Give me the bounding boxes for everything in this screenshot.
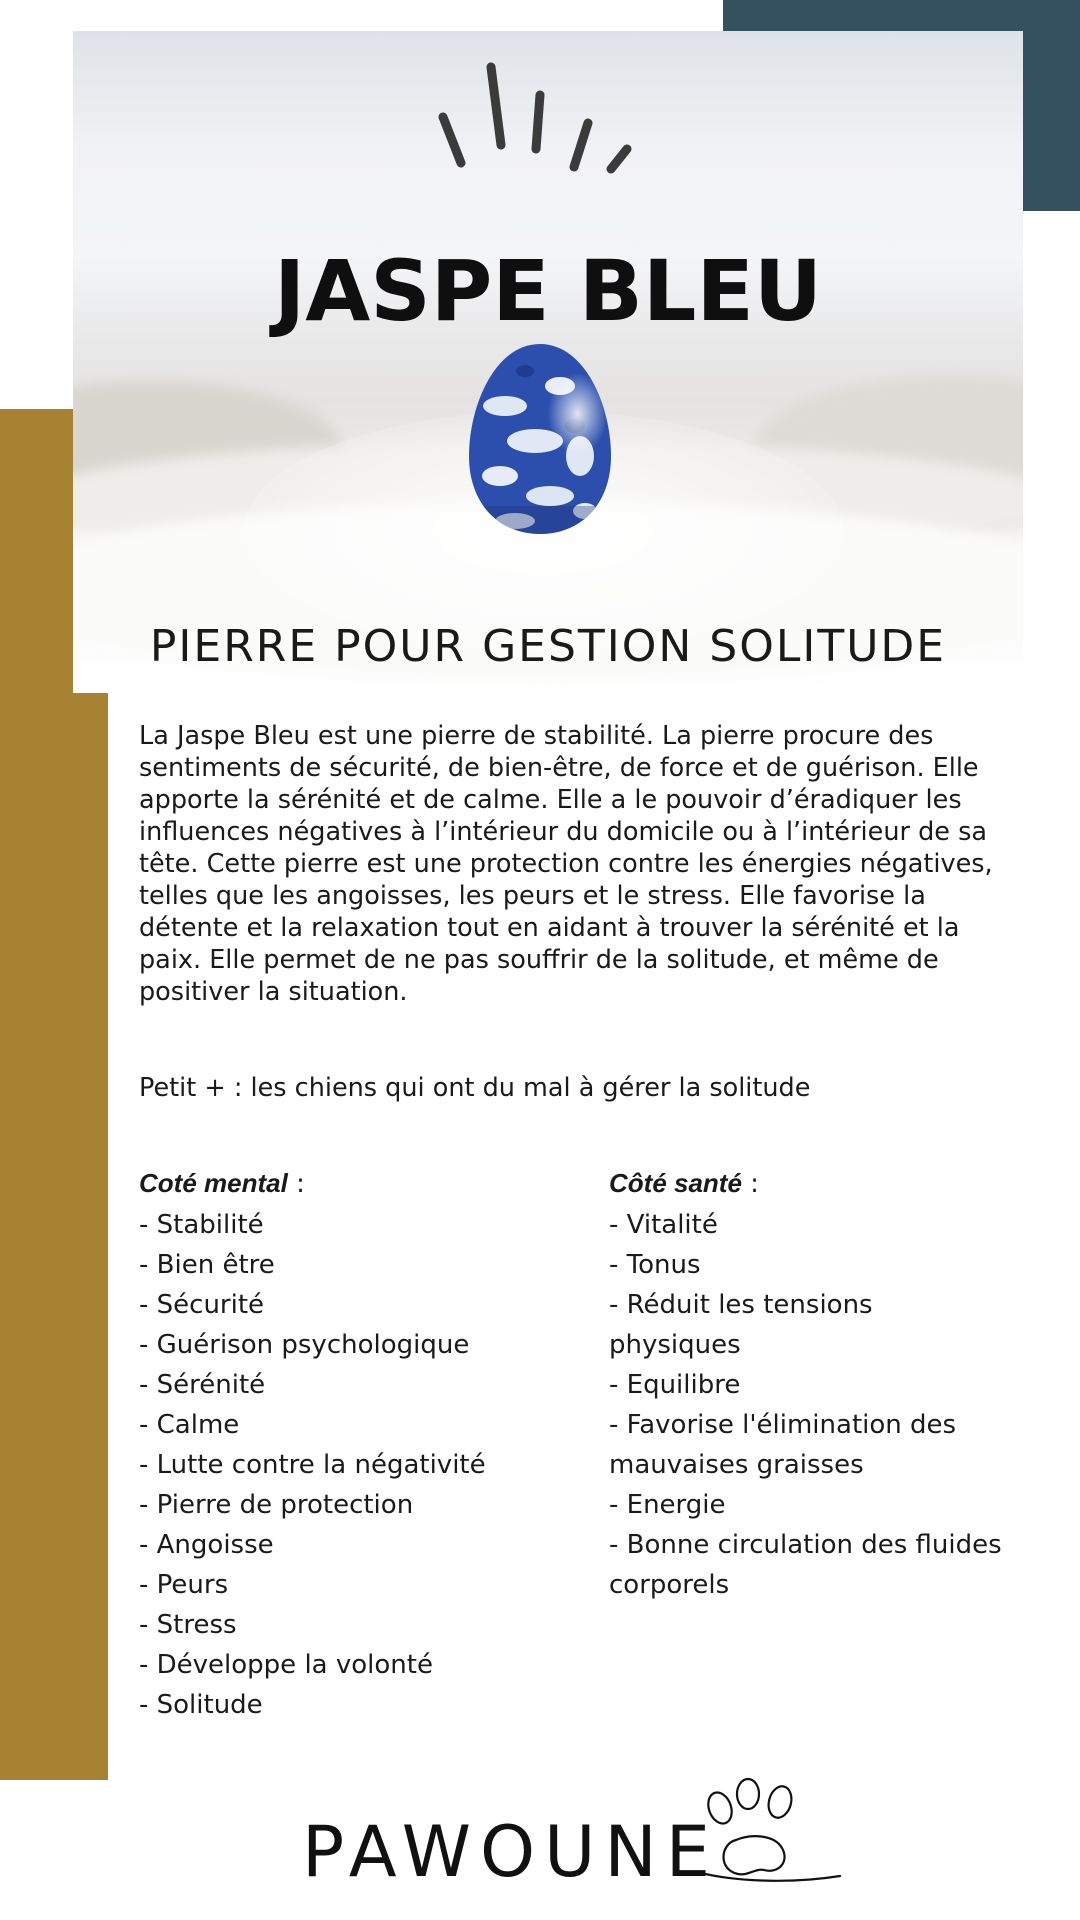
list-item: - Stabilité — [139, 1210, 264, 1240]
page-title: JASPE BLEU — [273, 242, 823, 340]
health-heading-suffix: : — [741, 1169, 759, 1199]
tip-paragraph: Petit + : les chiens qui ont du mal à gérer la solitude — [139, 1073, 811, 1103]
mental-heading — [139, 1163, 559, 1204]
footer — [0, 1778, 1080, 1920]
list-item: - Pierre de protection — [139, 1490, 414, 1520]
list-item: - Développe la volonté — [139, 1650, 433, 1680]
health-heading — [609, 1163, 1009, 1204]
blue-jasper-stone-image — [465, 336, 615, 541]
paw-print-icon — [700, 1778, 850, 1888]
brand-logo-text: PAWOUNE — [302, 1811, 719, 1893]
list-item: - Favorise l'élimination des mauvaises graisses — [609, 1410, 957, 1480]
list-item: - Peurs — [139, 1570, 229, 1600]
list-item: - Equilibre — [609, 1370, 741, 1400]
list-item: - Guérison psychologique — [139, 1330, 470, 1360]
list-item: - Lutte contre la négativité — [139, 1450, 486, 1480]
list-item: - Vitalité — [609, 1210, 718, 1240]
list-item: - Sérénité — [139, 1370, 266, 1400]
mental-benefits-column — [139, 1163, 559, 1725]
mental-list — [139, 1205, 559, 1725]
list-item: - Bonne circulation des fluides corporels — [609, 1530, 1002, 1600]
page-subtitle: PIERRE POUR GESTION SOLITUDE — [149, 621, 947, 672]
health-heading-label: Côté santé — [609, 1168, 742, 1198]
health-list — [609, 1205, 1009, 1605]
list-item: - Calme — [139, 1410, 240, 1440]
list-item: - Solitude — [139, 1690, 263, 1720]
mental-heading-label: Coté mental — [139, 1168, 288, 1198]
list-item: - Tonus — [609, 1250, 701, 1280]
list-item: - Energie — [609, 1490, 726, 1520]
sparkle-rays-icon — [433, 45, 673, 180]
intro-paragraph: La Jaspe Bleu est une pierre de stabilité. La pierre procure des sentiments de sécurité, de bien-être, de force et de guérison. Elle apporte la sérénité et de calme. Elle a le pouvoir d’éradiquer les influences négatives à l’intérieur du domicile ou à l’intérieur de sa tête. Cette pierre est une protection contre les énergies négatives, telles que les angoisses, les peurs et le stress. Elle favorise la détente et la relaxation tout en aidant à trouver la sérénité et la paix. Elle permet de ne pas souffrir de la solitude, et même de positiver la situation. — [139, 721, 993, 1007]
mental-heading-suffix: : — [287, 1169, 305, 1199]
list-item: - Angoisse — [139, 1530, 274, 1560]
list-item: - Réduit les tensions physiques — [609, 1290, 873, 1360]
list-item: - Stress — [139, 1610, 237, 1640]
hero-image — [73, 31, 1023, 693]
list-item: - Bien être — [139, 1250, 275, 1280]
health-benefits-column — [609, 1163, 1009, 1605]
list-item: - Sécurité — [139, 1290, 265, 1320]
